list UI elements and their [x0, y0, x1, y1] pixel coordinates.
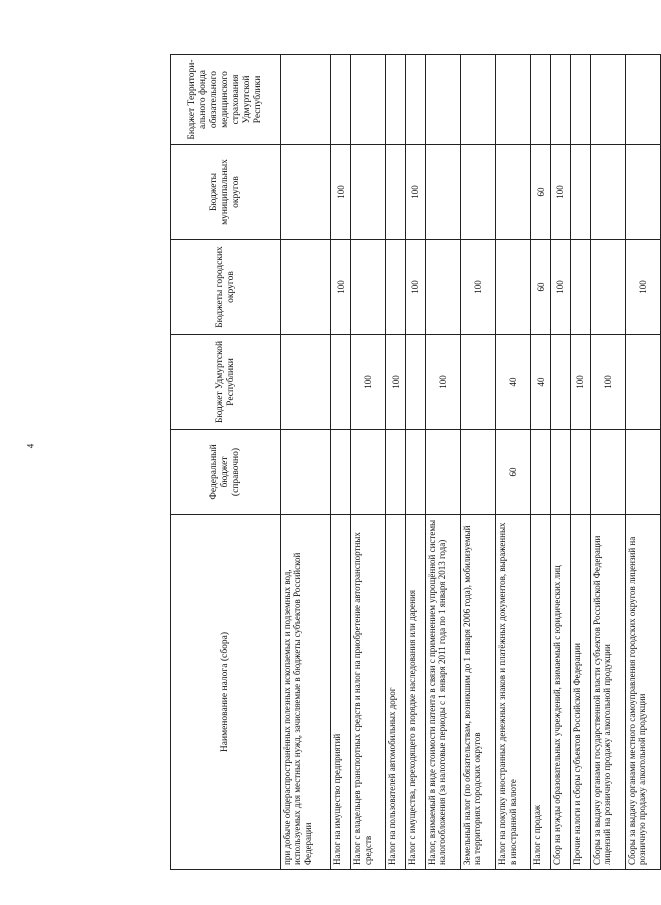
municipal-budgets-cell [625, 145, 660, 240]
tax-name-cell: Сборы за выдачу органами местного самоуправления городских округов лицензий на розничную продажу алкогольной продукции [625, 515, 660, 870]
medical-fund-cell [570, 55, 590, 145]
city-budgets-cell [570, 240, 590, 335]
city-budgets-cell: 100 [461, 240, 496, 335]
tax-name-cell: Сбор на нужды образовательных учреждений, взимаемый с юридических лиц [551, 515, 571, 870]
republic-budget-cell: 100 [425, 335, 460, 430]
tax-distribution-table [170, 54, 661, 870]
municipal-budgets-cell [590, 145, 625, 240]
medical-fund-cell [531, 55, 551, 145]
republic-budget-cell [331, 335, 351, 430]
city-budgets-cell [386, 240, 406, 335]
federal-budget-cell [551, 430, 571, 515]
city-budgets-cell: 100 [331, 240, 351, 335]
header-federal-budget: Федеральный бюджет (справочно) [171, 430, 281, 515]
medical-fund-cell [551, 55, 571, 145]
city-budgets-cell: 100 [625, 240, 660, 335]
header-republic-budget: Бюджет Удмуртской Республики [171, 335, 281, 430]
republic-budget-cell: 100 [386, 335, 406, 430]
table-row [406, 55, 426, 870]
republic-budget-cell [461, 335, 496, 430]
federal-budget-cell [351, 430, 386, 515]
header-medical-fund-budget: Бюджет Территори-ального фонда обязательного медицинского страхования Удмуртской Республики [171, 55, 281, 145]
republic-budget-cell: 100 [570, 335, 590, 430]
federal-budget-cell [331, 430, 351, 515]
tax-name-cell: Налог на пользователей автомобильных дорог [386, 515, 406, 870]
medical-fund-cell [386, 55, 406, 145]
city-budgets-cell [351, 240, 386, 335]
federal-budget-cell [406, 430, 426, 515]
table-row [425, 55, 460, 870]
republic-budget-cell: 40 [531, 335, 551, 430]
city-budgets-cell: 100 [406, 240, 426, 335]
tax-name-cell: Налог с имущества, переходящего в порядке наследования или дарения [406, 515, 426, 870]
federal-budget-cell [425, 430, 460, 515]
municipal-budgets-cell: 60 [531, 145, 551, 240]
republic-budget-cell [625, 335, 660, 430]
table-header-row [171, 55, 281, 870]
tax-name-cell: Сборы за выдачу органами государственной власти субъектов Российской Федерации лицензий на розничную продажу алкогольной продукции [590, 515, 625, 870]
city-budgets-cell [281, 240, 331, 335]
federal-budget-cell [625, 430, 660, 515]
tax-name-cell: Налог на покупку иностранных денежных знаков и платёжных документов, выраженных в иностранной валюте [496, 515, 531, 870]
medical-fund-cell [461, 55, 496, 145]
tax-name-cell: Налог с владельцев транспортных средств и налог на приобретение автотранспортных средств [351, 515, 386, 870]
federal-budget-cell [281, 430, 331, 515]
medical-fund-cell [625, 55, 660, 145]
municipal-budgets-cell [461, 145, 496, 240]
city-budgets-cell: 100 [551, 240, 571, 335]
city-budgets-cell: 60 [531, 240, 551, 335]
table-row [531, 55, 551, 870]
republic-budget-cell: 100 [590, 335, 625, 430]
federal-budget-cell: 60 [496, 430, 531, 515]
municipal-budgets-cell [425, 145, 460, 240]
table-row [551, 55, 571, 870]
header-city-budgets: Бюджеты городских округов [171, 240, 281, 335]
municipal-budgets-cell: 100 [551, 145, 571, 240]
republic-budget-cell [406, 335, 426, 430]
republic-budget-cell: 40 [496, 335, 531, 430]
municipal-budgets-cell [570, 145, 590, 240]
republic-budget-cell [551, 335, 571, 430]
tax-name-cell: при добыче общераспространённых полезных ископаемых и подземных вод, используемых для местных нужд, зачисляемые в бюджеты субъектов Российской Федерации [281, 515, 331, 870]
tax-name-cell: Налог, взимаемый в виде стоимости патента в связи с применением упрощённой системы налогообложения (за налоговые периоды с 1 января 2011 года по 1 января 2013 года) [425, 515, 460, 870]
medical-fund-cell [281, 55, 331, 145]
table-row [625, 55, 660, 870]
table-row [590, 55, 625, 870]
city-budgets-cell [496, 240, 531, 335]
federal-budget-cell [386, 430, 406, 515]
municipal-budgets-cell: 100 [331, 145, 351, 240]
table-row [570, 55, 590, 870]
medical-fund-cell [331, 55, 351, 145]
header-municipal-budgets: Бюджеты муниципальных округов [171, 145, 281, 240]
medical-fund-cell [496, 55, 531, 145]
federal-budget-cell [531, 430, 551, 515]
municipal-budgets-cell [496, 145, 531, 240]
municipal-budgets-cell [386, 145, 406, 240]
city-budgets-cell [590, 240, 625, 335]
municipal-budgets-cell [351, 145, 386, 240]
municipal-budgets-cell: 100 [406, 145, 426, 240]
federal-budget-cell [570, 430, 590, 515]
table-row [496, 55, 531, 870]
table-row [351, 55, 386, 870]
medical-fund-cell [406, 55, 426, 145]
medical-fund-cell [351, 55, 386, 145]
table-row [386, 55, 406, 870]
page-number: 4 [25, 443, 36, 449]
table-row [461, 55, 496, 870]
table-row [331, 55, 351, 870]
table-body [281, 55, 661, 870]
medical-fund-cell [590, 55, 625, 145]
tax-name-cell: Налог с продаж [531, 515, 551, 870]
republic-budget-cell [281, 335, 331, 430]
medical-fund-cell [425, 55, 460, 145]
tax-name-cell: Налог на имущество предприятий [331, 515, 351, 870]
republic-budget-cell: 100 [351, 335, 386, 430]
tax-name-cell: Прочие налоги и сборы субъектов Российской Федерации [570, 515, 590, 870]
city-budgets-cell [425, 240, 460, 335]
federal-budget-cell [590, 430, 625, 515]
header-tax-name: Наименование налога (сбора) [171, 515, 281, 870]
tax-name-cell: Земельный налог (по обязательствам, возникшим до 1 января 2006 года), мобилизуемый на территориях городских округов [461, 515, 496, 870]
table-row [281, 55, 331, 870]
rotated-table-container [170, 55, 661, 870]
federal-budget-cell [461, 430, 496, 515]
municipal-budgets-cell [281, 145, 331, 240]
